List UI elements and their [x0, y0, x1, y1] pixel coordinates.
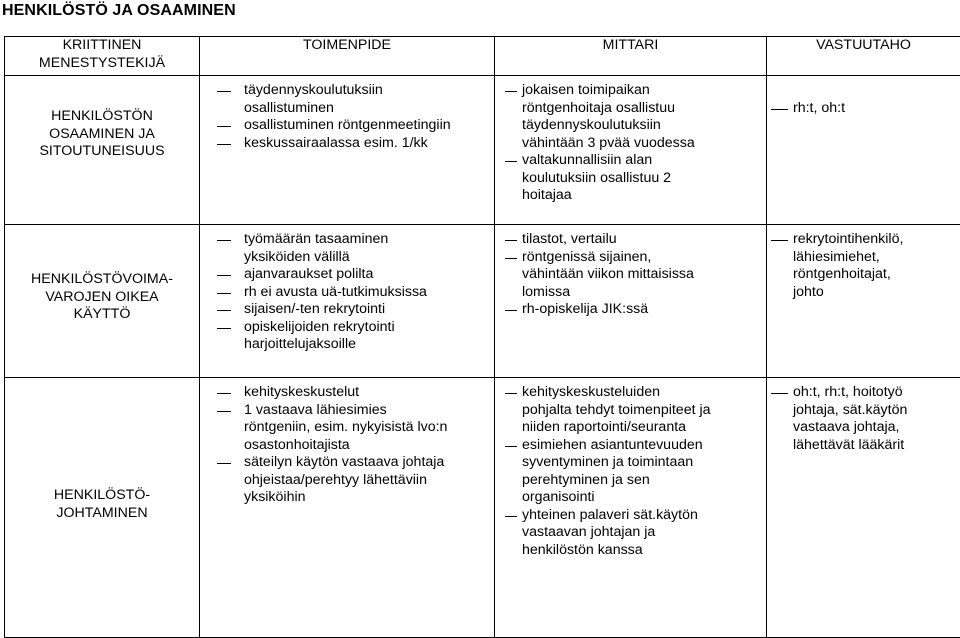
list-item: rh-opiskelija JIK:ssä [495, 301, 766, 319]
strategy-table [4, 36, 960, 638]
list-item: työmäärän tasaaminen yksiköiden välillä [217, 231, 494, 266]
metrics-cell [495, 225, 767, 378]
list-item: esimiehen asiantuntevuuden syventyminen ja toimintaan perehtyminen ja sen organisointi [495, 437, 766, 507]
criteria-cell: HENKILÖSTÖN OSAAMINEN JA SITOUTUNEISUUS [5, 76, 200, 225]
list-item: keskussairaalassa esim. 1/kk [217, 135, 494, 153]
actions-cell [200, 378, 495, 638]
table-row [5, 378, 960, 638]
list-item: oh:t, rh:t, hoitotyö johtaja, sät.käytön vastaava johtaja, lähettävät lääkärit [767, 384, 960, 454]
list-item: valtakunnallisiin alan koulutuksiin osallistuu 2 hoitajaa [495, 152, 766, 205]
criteria-cell: HENKILÖSTÖ- JOHTAMINEN [5, 378, 200, 638]
list-item: jokaisen toimipaikan röntgenhoitaja osallistuu täydennyskoulutuksiin vähintään 3 pvää vuodessa [495, 82, 766, 152]
table-row [5, 76, 960, 225]
actions-cell [200, 76, 495, 225]
list-item: tilastot, vertailu [495, 231, 766, 249]
header-metrics: MITTARI [495, 37, 767, 76]
list-item: rh ei avusta uä-tutkimuksissa [217, 284, 494, 302]
list-item: opiskelijoiden rekrytointi harjoittelujaksoille [217, 319, 494, 354]
header-actions: TOIMENPIDE [200, 37, 495, 76]
metrics-cell [495, 378, 767, 638]
list-item: sijaisen/-ten rekrytointi [217, 301, 494, 319]
list-item: röntgenissä sijainen, vähintään viikon mittaisissa lomissa [495, 249, 766, 302]
list-item: kehityskeskustelut [217, 384, 494, 402]
header-responsible: VASTUUTAHO [767, 37, 960, 76]
list-item: osallistuminen röntgenmeetingiin [217, 117, 494, 135]
header-row [5, 37, 960, 76]
list-item: kehityskeskusteluiden pohjalta tehdyt toimenpiteet ja niiden raportointi/seuranta [495, 384, 766, 437]
responsible-cell [767, 76, 960, 225]
criteria-cell: HENKILÖSTÖVOIMA- VAROJEN OIKEA KÄYTTÖ [5, 225, 200, 378]
list-item: 1 vastaava lähiesimies röntgeniin, esim. nykyisistä lvo:n osastonhoitajista [217, 402, 494, 455]
list-item: säteilyn käytön vastaava johtaja ohjeistaa/perehtyy lähettäviin yksiköihin [217, 454, 494, 507]
actions-cell [200, 225, 495, 378]
metrics-cell [495, 76, 767, 225]
list-item: täydennyskoulutuksiin osallistuminen [217, 82, 494, 117]
responsible-cell [767, 225, 960, 378]
page-title: HENKILÖSTÖ JA OSAAMINEN [2, 2, 236, 20]
responsible-cell [767, 378, 960, 638]
table-row [5, 225, 960, 378]
list-item: rh:t, oh:t [767, 100, 960, 118]
list-item: ajanvaraukset polilta [217, 266, 494, 284]
list-item: rekrytointihenkilö, lähiesimiehet, röntgenhoitajat, johto [767, 231, 960, 301]
list-item: yhteinen palaveri sät.käytön vastaavan johtajan ja henkilöstön kanssa [495, 507, 766, 560]
header-criteria: KRIITTINEN MENESTYSTEKIJÄ [5, 37, 200, 76]
